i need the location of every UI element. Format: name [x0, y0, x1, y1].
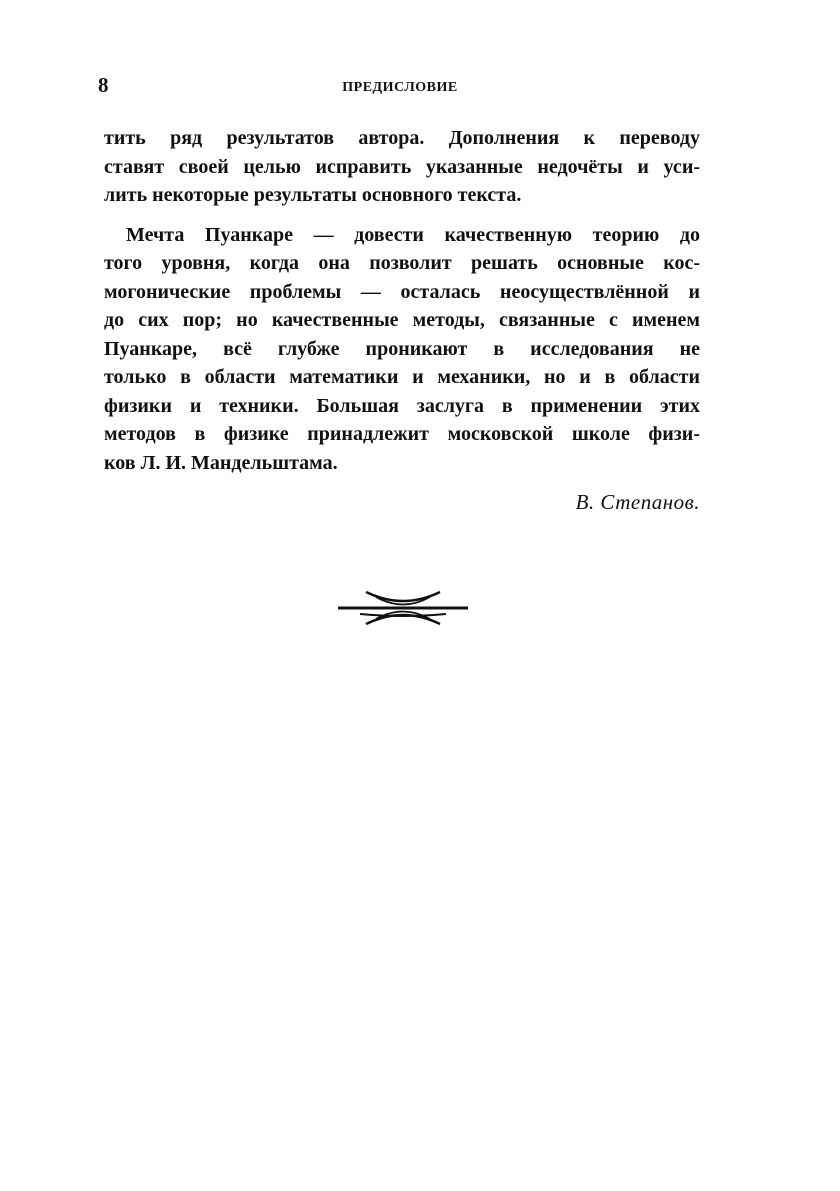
text-line: ставят своей целью исправить указанные недочёты и уси- — [104, 155, 700, 178]
decorative-ornament-icon — [336, 588, 470, 634]
text-line: того уровня, когда она позволит решать основные кос- — [104, 252, 700, 274]
paragraph-1 — [104, 124, 700, 210]
text-line: Пуанкаре, всё глубже проникают в исследования не — [104, 337, 700, 360]
page-number: 8 — [98, 73, 109, 97]
paragraph-2 — [104, 221, 700, 478]
text-line: методов в физике принадлежит московской школе физи- — [104, 423, 700, 445]
text-line: только в области математики и механики, но и в области — [104, 366, 700, 388]
text-line: до сих пор; но качественные методы, связанные с именем — [104, 309, 700, 331]
text-line: тить ряд результатов автора. Дополнения к переводу — [104, 127, 700, 149]
text-line: лить некоторые результаты основного текста. — [104, 184, 522, 206]
author-signature: В. Степанов. — [575, 490, 700, 514]
text-line: могонические проблемы — осталась неосуществлённой и — [104, 280, 700, 303]
text-line: Мечта Пуанкаре — довести качественную теорию до — [126, 223, 700, 246]
text-line: физики и техники. Большая заслуга в применении этих — [104, 394, 700, 417]
body-text — [104, 124, 700, 477]
running-head: ПРЕДИСЛОВИЕ — [342, 80, 458, 95]
text-line: ков Л. И. Мандельштама. — [104, 451, 338, 474]
